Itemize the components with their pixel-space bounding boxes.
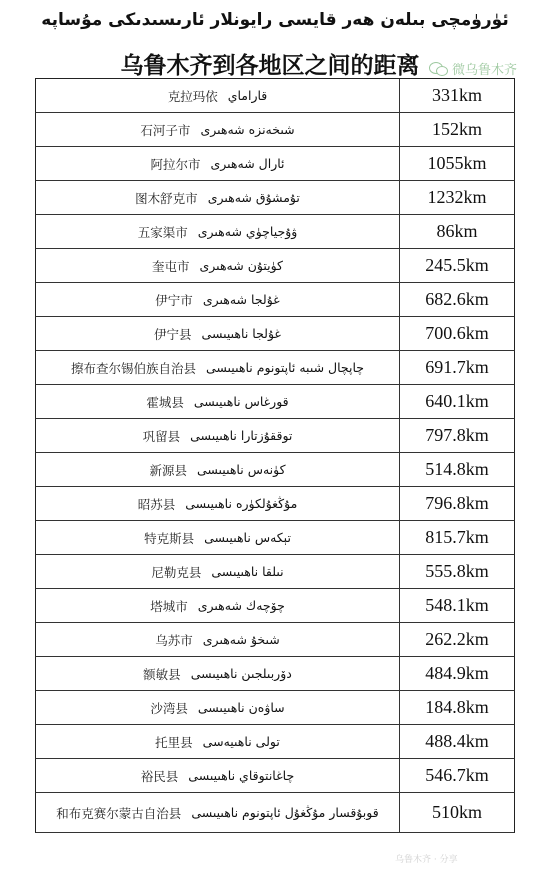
- place-name-cell: [36, 419, 400, 452]
- title-chinese: 乌鲁木齐到各地区之间的距离: [120, 52, 420, 79]
- table-row: [35, 623, 515, 657]
- table-row: [35, 147, 515, 181]
- place-name-cell: [36, 759, 400, 792]
- place-name-uyghur: قاراماي: [227, 88, 268, 103]
- distance-cell: 700.6km: [425, 323, 489, 343]
- table-row: [35, 113, 515, 147]
- place-name-uyghur: ۋۇجياچۈي شەھىرى: [197, 224, 298, 239]
- place-name-uyghur: دۆربىلجىن ناھىيىسى: [190, 666, 292, 681]
- distance-cell: 484.9km: [425, 663, 489, 683]
- place-name-uyghur: كۈنەس ناھىيىسى: [196, 462, 286, 477]
- place-name-cell: [36, 521, 400, 554]
- place-name-uyghur: غۇلجا شەھىرى: [202, 292, 280, 307]
- place-name-cell: [36, 147, 400, 180]
- table-row: [35, 385, 515, 419]
- place-name-uyghur: توققۇزتارا ناھىيىسى: [190, 428, 293, 443]
- table-row: [35, 249, 515, 283]
- place-name-uyghur: ئارال شەھىرى: [210, 156, 285, 171]
- table-row: [35, 555, 515, 589]
- table-row: [35, 725, 515, 759]
- place-name-chinese: 巩留县: [142, 428, 181, 444]
- table-row: [35, 487, 515, 521]
- watermark-text: 微乌鲁木齐: [452, 63, 518, 78]
- place-name-chinese: 沙湾县: [150, 700, 188, 716]
- place-name-chinese: 额敏县: [143, 666, 181, 682]
- table-row: [35, 759, 515, 793]
- place-name-chinese: 克拉玛依: [167, 88, 218, 104]
- watermark: [429, 59, 517, 78]
- distance-cell: 510km: [431, 802, 482, 822]
- place-name-cell: [36, 725, 400, 758]
- place-name-uyghur: مۇڭغۇلكۈرە ناھىيىسى: [185, 496, 298, 511]
- place-name-cell: [36, 351, 400, 384]
- distance-cell: 796.8km: [425, 493, 489, 513]
- place-name-uyghur: تولى ناھىيەسى: [202, 734, 280, 749]
- place-name-chinese: 五家渠市: [137, 224, 188, 240]
- distance-cell: 331km: [431, 85, 482, 105]
- place-name-uyghur: شىخەنزە شەھىرى: [200, 122, 295, 137]
- distance-cell: 152km: [431, 119, 482, 139]
- distance-cell: 546.7km: [425, 765, 489, 785]
- table-row: [35, 657, 515, 691]
- place-name-cell: [36, 555, 400, 588]
- place-name-chinese: 尼勒克县: [151, 564, 202, 580]
- table-row: [35, 453, 515, 487]
- place-name-cell: [36, 79, 400, 112]
- place-name-cell: [36, 215, 400, 248]
- distance-cell: 245.5km: [425, 255, 489, 275]
- distance-cell: 262.2km: [425, 629, 489, 649]
- place-name-uyghur: قورغاس ناھىيىسى: [193, 394, 289, 409]
- distance-cell: 514.8km: [425, 459, 489, 479]
- place-name-cell: [36, 181, 400, 214]
- table-row: [35, 793, 515, 833]
- place-name-cell: [36, 317, 400, 350]
- distance-cell: 640.1km: [425, 391, 489, 411]
- place-name-uyghur: چاغانتوقاي ناھىيىسى: [188, 768, 295, 783]
- table-row: [35, 691, 515, 725]
- distance-cell: 86km: [436, 221, 478, 241]
- place-name-chinese: 塔城市: [150, 598, 188, 614]
- distance-cell: 815.7km: [425, 527, 489, 547]
- place-name-uyghur: قوبۇقسار مۇڭغۇل ئاپتونوم ناھىيىسى: [191, 805, 379, 820]
- place-name-chinese: 伊宁市: [155, 292, 193, 308]
- table-row: [35, 215, 515, 249]
- table-row: [35, 79, 515, 113]
- distance-table: [35, 78, 515, 833]
- place-name-chinese: 石河子市: [140, 122, 191, 138]
- place-name-chinese: 擦布查尔锡伯族自治县: [70, 360, 196, 376]
- place-name-cell: [36, 657, 400, 690]
- title-uyghur: ئۈرۈمچى بىلەن ھەر قايسى رايونلار ئارىسىدىكى مۇساپە: [41, 10, 509, 30]
- distance-cell: 555.8km: [425, 561, 489, 581]
- place-name-chinese: 裕民县: [140, 768, 179, 784]
- distance-cell: 691.7km: [425, 357, 489, 377]
- distance-cell: 548.1km: [425, 595, 489, 615]
- place-name-uyghur: تېكەس ناھىيىسى: [204, 530, 291, 545]
- place-name-cell: [36, 623, 400, 656]
- place-name-uyghur: نىلقا ناھىيىسى: [211, 564, 284, 579]
- table-row: [35, 317, 515, 351]
- place-name-uyghur: چۆچەك شەھىرى: [197, 598, 285, 613]
- place-name-cell: [36, 283, 400, 316]
- distance-cell: 682.6km: [425, 289, 489, 309]
- table-row: [35, 521, 515, 555]
- table-row: [35, 351, 515, 385]
- place-name-chinese: 奎屯市: [151, 258, 190, 274]
- place-name-chinese: 特克斯县: [144, 530, 195, 546]
- distance-cell: 184.8km: [425, 697, 489, 717]
- table-row: [35, 283, 515, 317]
- place-name-cell: [36, 589, 400, 622]
- place-name-cell: [36, 487, 400, 520]
- place-name-cell: [36, 793, 400, 832]
- place-name-chinese: 图木舒克市: [135, 190, 198, 206]
- place-name-chinese: 乌苏市: [155, 632, 193, 648]
- place-name-cell: [36, 453, 400, 486]
- wechat-icon: [429, 61, 448, 76]
- place-name-cell: [36, 249, 400, 282]
- place-name-cell: [36, 385, 400, 418]
- place-name-chinese: 和布克赛尔蒙古自治县: [56, 805, 182, 821]
- place-name-cell: [36, 113, 400, 146]
- place-name-uyghur: چاپچال شىبە ئاپتونوم ناھىيىسى: [205, 360, 365, 375]
- table-row: [35, 419, 515, 453]
- table-row: [35, 589, 515, 623]
- place-name-uyghur: تۇمشۇق شەھىرى: [207, 190, 300, 205]
- distance-cell: 488.4km: [425, 731, 489, 751]
- distance-cell: 1232km: [427, 187, 487, 207]
- place-name-uyghur: ساۋەن ناھىيىسى: [197, 700, 285, 715]
- place-name-chinese: 伊宁县: [154, 326, 192, 342]
- place-name-uyghur: كۈيتۇن شەھىرى: [199, 258, 283, 273]
- table-row: [35, 181, 515, 215]
- place-name-cell: [36, 691, 400, 724]
- place-name-chinese: 阿拉尔市: [150, 156, 201, 172]
- place-name-chinese: 托里县: [155, 734, 193, 750]
- place-name-chinese: 新源县: [149, 462, 187, 478]
- place-name-uyghur: شىخۇ شەھىرى: [202, 632, 280, 647]
- place-name-uyghur: غۇلجا ناھىيىسى: [201, 326, 281, 341]
- place-name-chinese: 昭苏县: [137, 496, 176, 512]
- place-name-chinese: 霍城县: [146, 394, 184, 410]
- distance-cell: 1055km: [427, 153, 487, 173]
- footer-watermark: 乌鲁木齐 · 分享: [395, 855, 458, 865]
- distance-cell: 797.8km: [425, 425, 489, 445]
